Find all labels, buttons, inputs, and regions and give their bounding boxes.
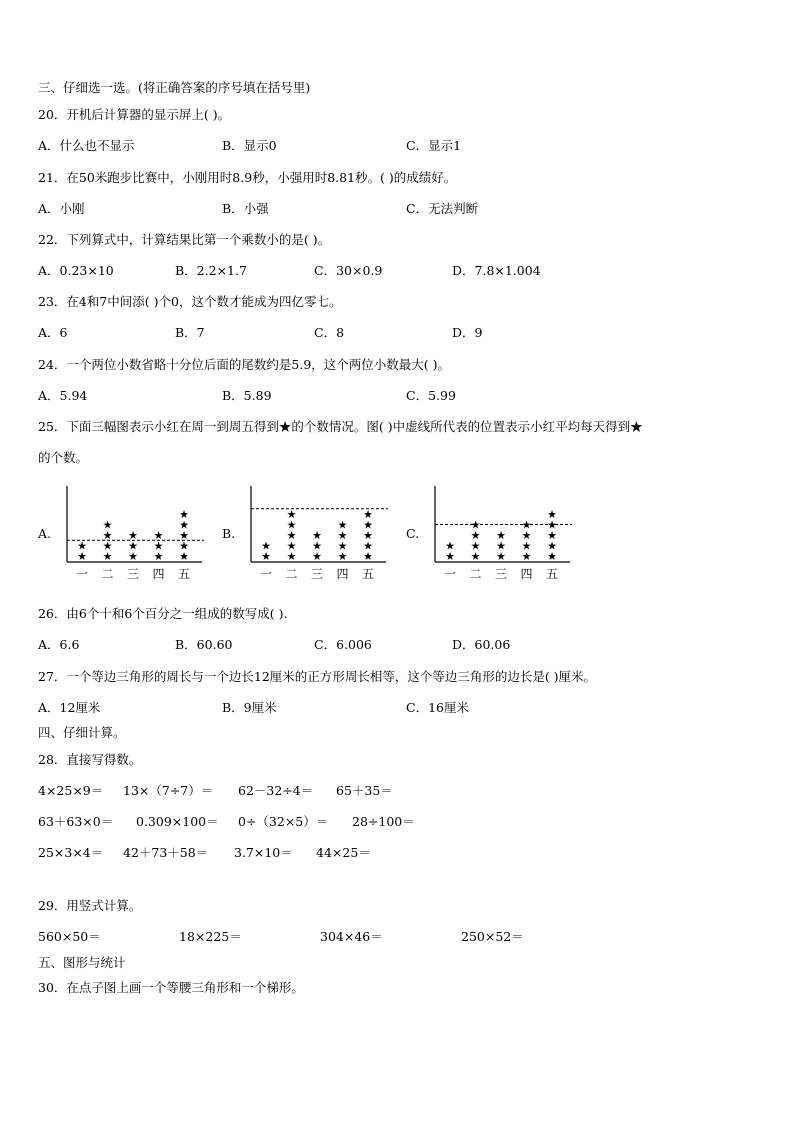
star-icon: ★ [337, 539, 348, 553]
star-icon: ★ [286, 518, 297, 532]
day-label: 一 [75, 567, 89, 581]
q23-option-a[interactable]: A．6 [38, 325, 68, 340]
section-three-heading: 三、仔细选一选。(将正确答案的序号填在括号里) [38, 80, 311, 95]
star-icon: ★ [363, 529, 373, 542]
star-icon: ★ [445, 550, 455, 563]
q23-option-b[interactable]: B．7 [175, 325, 205, 340]
day-label: 一 [443, 567, 457, 581]
q21-stem: 21．在50米跑步比赛中，小刚用时8.9秒，小强用时8.81秒。( )的成绩好。 [38, 170, 457, 185]
star-icon: ★ [470, 539, 481, 553]
q23-stem: 23．在4和7中间添( )个0，这个数才能成为四亿零七。 [38, 294, 342, 309]
q28-expr: 42＋73＋58＝ [123, 845, 209, 860]
q28-expr: 4×25×9＝ [38, 783, 104, 798]
star-icon: ★ [153, 529, 164, 542]
star-icon: ★ [363, 550, 373, 563]
q28-expr: 63＋63×0＝ [38, 814, 114, 829]
star-icon: ★ [102, 529, 113, 542]
q21-option-a[interactable]: A．小刚 [38, 201, 85, 216]
section-five-heading: 五、图形与统计 [38, 955, 126, 970]
star-icon: ★ [470, 550, 481, 563]
star-icon: ★ [470, 529, 481, 542]
q27-option-b[interactable]: B．9厘米 [222, 700, 277, 715]
day-label: 三 [126, 567, 140, 581]
star-icon: ★ [363, 539, 373, 553]
star-icon: ★ [496, 529, 506, 542]
q22-option-a[interactable]: A．0.23×10 [38, 263, 114, 278]
q21-option-c[interactable]: C．无法判断 [406, 201, 479, 216]
day-label: 二 [285, 567, 298, 581]
star-icon: ★ [547, 529, 557, 542]
star-icon: ★ [179, 539, 189, 553]
pictograph-b-svg [246, 482, 396, 587]
section-four-heading: 四、仔细计算。 [38, 725, 126, 740]
day-label: 二 [469, 567, 482, 581]
day-label: 三 [310, 567, 324, 581]
q22-option-d[interactable]: D．7.8×1.004 [452, 263, 541, 278]
star-icon: ★ [337, 529, 348, 542]
star-icon: ★ [128, 539, 138, 553]
pictograph-c-svg [430, 482, 580, 587]
star-icon: ★ [496, 539, 506, 553]
star-icon: ★ [128, 529, 138, 542]
day-label: 四 [520, 567, 533, 581]
star-icon: ★ [337, 550, 348, 563]
star-icon: ★ [363, 508, 373, 521]
q29-item: 304×46＝ [320, 929, 383, 944]
q23-option-d[interactable]: D．9 [452, 325, 483, 340]
star-icon: ★ [179, 529, 189, 542]
star-icon: ★ [153, 550, 164, 563]
q22-option-b[interactable]: B．2.2×1.7 [175, 263, 247, 278]
day-label: 五 [545, 567, 559, 581]
q27-stem: 27．一个等边三角形的周长与一个边长12厘米的正方形周长相等，这个等边三角形的边长是( )厘米。 [38, 669, 597, 684]
q20-option-a[interactable]: A．什么也不显示 [38, 138, 135, 153]
q24-option-b[interactable]: B．5.89 [222, 388, 272, 403]
q20-option-b[interactable]: B．显示0 [222, 138, 277, 153]
q28-expr: 28÷100＝ [352, 814, 415, 829]
star-icon: ★ [312, 529, 322, 542]
q22-option-c[interactable]: C．30×0.9 [314, 263, 383, 278]
star-icon: ★ [153, 539, 164, 553]
q28-expr: 3.7×10＝ [234, 845, 293, 860]
star-icon: ★ [102, 518, 113, 532]
q28-stem: 28．直接写得数。 [38, 752, 142, 767]
day-label: 一 [259, 567, 273, 581]
star-icon: ★ [445, 539, 455, 553]
q25-option-c[interactable]: C. [406, 526, 420, 541]
q27-option-a[interactable]: A．12厘米 [38, 700, 101, 715]
day-label: 三 [494, 567, 508, 581]
pictograph-a-svg [62, 482, 212, 587]
day-label: 二 [101, 567, 114, 581]
q26-option-b[interactable]: B．60.60 [175, 637, 233, 652]
q28-expr: 13×（7÷7）＝ [123, 783, 214, 798]
star-icon: ★ [286, 550, 297, 563]
star-icon: ★ [521, 550, 532, 563]
q20-stem: 20．开机后计算器的显示屏上( )。 [38, 107, 231, 122]
q24-option-a[interactable]: A．5.94 [38, 388, 88, 403]
star-icon: ★ [179, 550, 189, 563]
star-icon: ★ [312, 539, 322, 553]
star-icon: ★ [312, 550, 322, 563]
q29-item: 18×225＝ [179, 929, 242, 944]
star-icon: ★ [261, 550, 271, 563]
q28-expr: 25×3×4＝ [38, 845, 104, 860]
star-icon: ★ [179, 508, 189, 521]
q29-item: 560×50＝ [38, 929, 101, 944]
q30-stem: 30．在点子图上画一个等腰三角形和一个梯形。 [38, 980, 304, 995]
star-icon: ★ [179, 518, 189, 532]
q29-item: 250×52＝ [461, 929, 524, 944]
q26-stem: 26．由6个十和6个百分之一组成的数写成( ). [38, 606, 288, 621]
day-label: 五 [361, 567, 375, 581]
star-icon: ★ [337, 518, 348, 532]
star-icon: ★ [521, 539, 532, 553]
q25-stem-line1: 25．下面三幅图表示小红在周一到周五得到★的个数情况。图( )中虚线所代表的位置表示小红平均每天得到★ [38, 419, 643, 434]
q22-stem: 22．下列算式中，计算结果比第一个乘数小的是( )。 [38, 232, 331, 247]
star-icon: ★ [363, 518, 373, 532]
star-icon: ★ [261, 539, 271, 553]
star-icon: ★ [77, 550, 87, 563]
pictograph-a [62, 482, 212, 587]
star-icon: ★ [286, 508, 297, 521]
star-icon: ★ [470, 518, 481, 532]
star-icon: ★ [547, 550, 557, 563]
q28-expr: 0÷（32×5）＝ [238, 814, 329, 829]
star-icon: ★ [547, 539, 557, 553]
q28-expr: 44×25＝ [316, 845, 371, 860]
pictograph-b [246, 482, 396, 587]
pictograph-c [430, 482, 580, 587]
q24-option-c[interactable]: C．5.99 [406, 388, 456, 403]
star-icon: ★ [77, 539, 87, 553]
star-icon: ★ [286, 529, 297, 542]
q28-expr: 62－32÷4＝ [238, 783, 314, 798]
q26-option-a[interactable]: A．6.6 [38, 637, 80, 652]
q29-stem: 29．用竖式计算。 [38, 898, 142, 913]
q27-option-c[interactable]: C．16厘米 [406, 700, 469, 715]
star-icon: ★ [547, 518, 557, 532]
q25-stem-line2: 的个数。 [38, 450, 89, 465]
q21-option-b[interactable]: B．小强 [222, 201, 269, 216]
star-icon: ★ [521, 518, 532, 532]
q28-expr: 0.309×100＝ [136, 814, 219, 829]
q25-option-b[interactable]: B. [222, 526, 236, 541]
star-icon: ★ [496, 550, 506, 563]
day-label: 五 [177, 567, 191, 581]
star-icon: ★ [521, 529, 532, 542]
day-label: 四 [336, 567, 349, 581]
star-icon: ★ [102, 539, 113, 553]
q25-option-a[interactable]: A. [38, 526, 52, 541]
star-icon: ★ [547, 508, 557, 521]
q24-stem: 24．一个两位小数省略十分位后面的尾数约是5.9，这个两位小数最大( )。 [38, 357, 451, 372]
q26-option-d[interactable]: D．60.06 [452, 637, 511, 652]
q23-option-c[interactable]: C．8 [314, 325, 345, 340]
star-icon: ★ [128, 550, 138, 563]
star-icon: ★ [286, 539, 297, 553]
q20-option-c[interactable]: C．显示1 [406, 138, 462, 153]
star-icon: ★ [102, 550, 113, 563]
day-label: 四 [152, 567, 165, 581]
q28-expr: 65＋35＝ [336, 783, 393, 798]
q26-option-c[interactable]: C．6.006 [314, 637, 372, 652]
